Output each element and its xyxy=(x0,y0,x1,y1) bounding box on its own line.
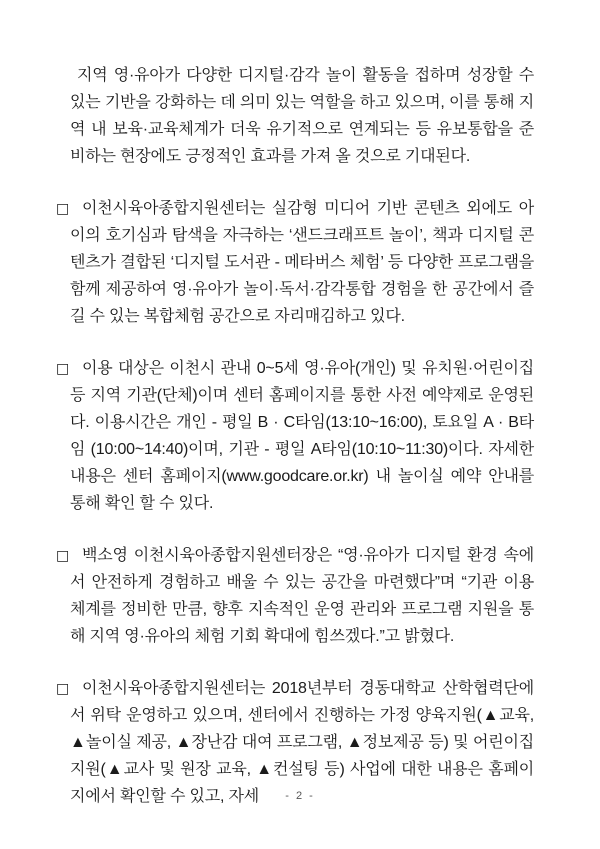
paragraph-text: 이용 대상은 이천시 관내 0~5세 영·유아(개인) 및 유치원·어린이집 등 지역 기관(단체)이며 센터 홈페이지를 통한 사전 예약제로 운영된다. 이용시간은 개인 - 평일 B · C타임(13:10~16:00), 토요일 A · B타임 (10:00~14:40)이며, 기관 - 평일 A타임(10:10~11:30)이다. 자세한 내용은 센터 홈페이지(www.goodcare.or.kr) 내 놀이실 예약 안내를 통해 확인 할 수 있다. xyxy=(70,360,534,512)
page-number: - 2 - xyxy=(285,790,315,802)
paragraph xyxy=(56,355,534,517)
square-bullet-icon: □ xyxy=(56,361,70,377)
paragraph-text: 이천시육아종합지원센터는 실감형 미디어 기반 콘텐츠 외에도 아이의 호기심과 탐색을 자극하는 ‘샌드크래프트 놀이’, 책과 디지털 콘텐츠가 결합된 ‘디지털 도서관 - 메타버스 체험’ 등 다양한 프로그램을 함께 제공하여 영·유아가 놀이·독서·감각통합 경험을 한 공간에서 즐길 수 있는 복합체험 공간으로 자리매김하고 있다. xyxy=(70,200,534,325)
paragraph-text: 백소영 이천시육아종합지원센터장은 “영·유아가 디지털 환경 속에서 안전하게 경험하고 배울 수 있는 공간을 마련했다”며 “기관 이용 체계를 정비한 만큼, 향후 지속적인 운영 관리와 프로그램 지원을 통해 지역 영·유아의 체험 기회 확대에 힘쓰겠다.”고 밝혔다. xyxy=(70,547,534,645)
document-body xyxy=(56,62,534,835)
paragraph xyxy=(56,195,534,330)
paragraph-text: 이천시육아종합지원센터는 2018년부터 경동대학교 산학협력단에서 위탁 운영하고 있으며, 센터에서 진행하는 가정 양육지원(▲교육, ▲놀이실 제공, ▲장난감 대여 프로그램, ▲정보제공 등) 및 어린이집 지원(▲교사 및 원장 교육, ▲컨설팅 등) 사업에 대한 내용은 홈페이지에서 확인할 수 있고, 자세 xyxy=(70,680,534,805)
paragraph xyxy=(56,542,534,650)
square-bullet-icon: □ xyxy=(56,681,70,697)
square-bullet-icon: □ xyxy=(56,201,70,217)
square-bullet-icon: □ xyxy=(56,548,70,564)
paragraph-text: 지역 영·유아가 다양한 디지털·감각 놀이 활동을 접하며 성장할 수 있는 기반을 강화하는 데 의미 있는 역할을 하고 있으며, 이를 통해 지역 내 보육·교육체계가 더욱 유기적으로 연계되는 등 유보통합을 준비하는 현장에도 긍정적인 효과를 가져 올 것으로 기대된다. xyxy=(70,67,534,165)
paragraph xyxy=(70,62,534,170)
